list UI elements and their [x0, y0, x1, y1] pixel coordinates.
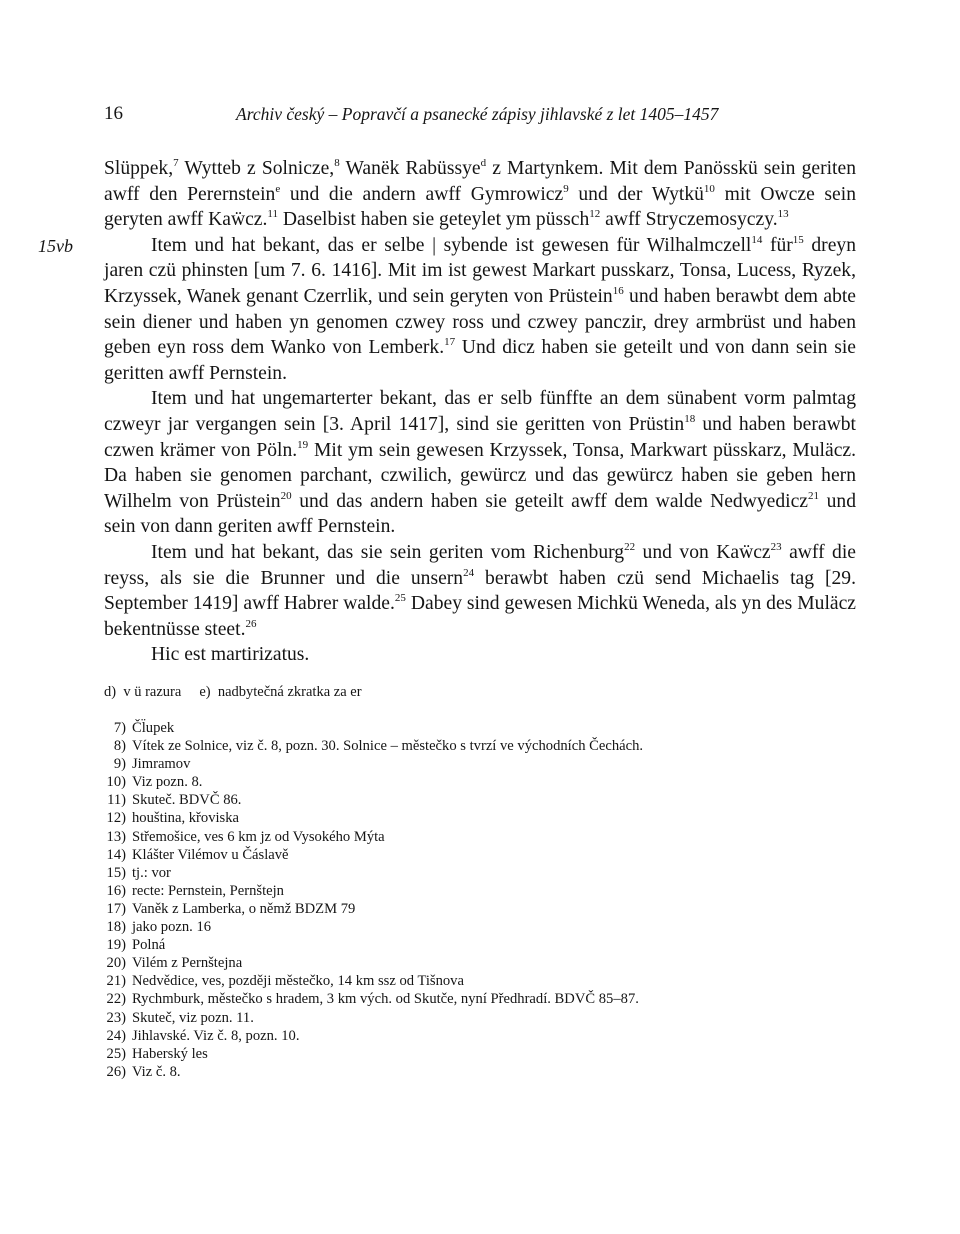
note-reference: 11 [267, 208, 278, 221]
footnote-number: 17) [106, 900, 126, 917]
note-reference: 23 [770, 540, 782, 553]
running-title: Archiv český – Popravčí a psanecké zápisy jihlavské z let 1405–1457 [236, 104, 719, 124]
text-run: und haben berawbt czwen krämer von Pöln. [104, 413, 856, 461]
text-run: Dabey sind gewesen Michkü Weneda, als yn des Muläcz bekentnüsse steet. [104, 593, 856, 640]
footnote-text: Polná [132, 937, 166, 954]
footnote [104, 1063, 864, 1081]
paragraph [104, 540, 856, 642]
footnote [104, 936, 864, 954]
footnote-number: 21) [106, 973, 126, 990]
footnote-text: Vaněk z Lamberka, o němž BDZM 79 [132, 900, 356, 917]
apparatus-note [104, 684, 181, 701]
text-run: z Martynkem. Mit dem Panösskü sein geriten awff den Perernstein [104, 158, 856, 205]
apparatus-note-key: e) [199, 684, 211, 700]
footnote [104, 882, 864, 900]
text-run: und der Wytkü [568, 183, 704, 205]
note-reference: 21 [808, 489, 819, 502]
note-reference: 17 [444, 336, 456, 349]
note-reference: 16 [612, 284, 624, 297]
main-text [104, 156, 856, 668]
note-reference: d [480, 157, 487, 169]
apparatus-note-key: d) [104, 684, 117, 700]
text-run: für [762, 234, 793, 256]
footnote-text: Viz č. 8. [132, 1063, 181, 1080]
footnote [104, 990, 864, 1008]
footnote-number: 26) [106, 1063, 126, 1080]
text-run: und haben berawbt dem abte sein diener und haben yn genomen czwey ross und czwey panczir, drey armbrüst und haben geben eyn ross dem Wanko von Lemberk. [104, 285, 857, 359]
note-reference: 19 [297, 438, 309, 451]
apparatus-note-text: nadbytečná zkratka za er [210, 684, 362, 700]
footnote [104, 1027, 864, 1045]
footnote [104, 918, 864, 936]
note-reference: 10 [703, 182, 715, 195]
footnote-text: Klášter Vilémov u Čáslavě [132, 846, 289, 863]
footnote-number: 14) [106, 846, 126, 863]
footnote-number: 24) [106, 1027, 126, 1044]
note-reference: 25 [394, 592, 406, 605]
text-run: Wanëk Rabüssye [339, 158, 481, 179]
footnote [104, 900, 864, 918]
paragraph [104, 386, 856, 540]
text-run: Item und hat bekant, das sie sein geriten vom Richenburg [151, 541, 625, 563]
note-reference: 24 [463, 566, 475, 579]
footnote-number: 18) [106, 919, 126, 936]
footnote-text: Nedvědice, ves, později městečko, 14 km ssz od Tišnova [132, 973, 464, 990]
text-run: Hic est martirizatus. [151, 644, 310, 666]
footnote-text: Skuteč. BDVČ 86. [132, 792, 242, 809]
footnote-number: 15) [106, 864, 126, 881]
footnote [104, 1009, 864, 1027]
text-run: Mit ym sein gewesen Krzyssek, Tonsa, Markwart püsskarz, Muläcz. Da haben sie genomen parchant, czwilich, gewürcz und das gewürcz haben sie geben hern Wilhelm von Prüstein [104, 439, 856, 512]
note-reference: 9 [563, 182, 569, 195]
note-reference: e [275, 182, 281, 195]
folio-margin-note: 15vb [38, 236, 73, 256]
paragraph [104, 642, 856, 668]
text-run: und das andern haben sie geteilt awff dem walde Nedwyedicz [291, 490, 808, 512]
note-reference: 20 [280, 489, 292, 502]
text-run: mit Owcze sein geryten awff Kaẅcz. [104, 183, 856, 231]
footnote [104, 864, 864, 882]
note-reference: 14 [751, 233, 763, 246]
footnote [104, 719, 864, 737]
note-reference: 26 [245, 617, 257, 630]
paragraph [104, 156, 856, 233]
paragraph [104, 233, 856, 387]
footnote [104, 828, 864, 846]
text-run: berawbt haben czü send Michaelis tag [29. September 1419] awff Habrer walde. [104, 567, 856, 615]
footnote [104, 809, 864, 827]
text-run: dreyn jaren czü phinsten [um 7. 6. 1416]. Mit im ist gewest Markart pusskarz, Tonsa, Lucess, Ryzek, Krzyssek, Wanek genant Czerrlik, und sein geryten von Prüstein [104, 234, 856, 307]
note-reference: 15 [792, 233, 804, 246]
text-run: Item und hat ungemarterter bekant, das er selb fünffte an dem sünabent vorm palmtag czweyr jar vergangen sein [3. April 1417], sind sie geritten von Prüstin [104, 388, 856, 435]
footnote [104, 755, 864, 773]
footnote-text: Skuteč, viz pozn. 11. [132, 1009, 254, 1026]
footnote-number: 12) [106, 810, 126, 827]
footnote-text: Střemošice, ves 6 km jz od Vysokého Mýta [132, 828, 385, 845]
footnote-text: Vilém z Pernštejna [132, 955, 243, 972]
footnote-number: 22) [106, 991, 126, 1008]
footnote [104, 737, 864, 755]
note-reference: 8 [334, 157, 340, 169]
footnote-number: 8) [113, 738, 126, 755]
footnote-text: Čl̈upek [132, 720, 175, 736]
footnote-number: 16) [106, 882, 126, 899]
footnote [104, 972, 864, 990]
text-run: und die andern awff Gymrowicz [280, 183, 564, 205]
note-reference: 22 [624, 540, 636, 553]
footnote-number: 25) [106, 1045, 126, 1062]
note-reference: 7 [173, 157, 179, 169]
text-run: awff Stryczemosyczy. [600, 209, 778, 231]
footnote-number: 23) [106, 1009, 126, 1026]
note-reference: 13 [777, 208, 789, 221]
text-run: Daselbist haben sie geteylet ym püssch [277, 209, 590, 231]
footnote [104, 791, 864, 809]
note-reference: 18 [684, 412, 696, 425]
text-run: und von Kaẅcz [635, 541, 771, 563]
footnote-number: 11) [107, 792, 126, 809]
critical-apparatus-notes [104, 684, 380, 701]
footnote-number: 7) [113, 720, 126, 736]
footnote [104, 1045, 864, 1063]
text-run: Item und hat bekant, das er selbe | sybende ist gewesen für Wilhalmczell [151, 234, 752, 256]
footnote-number: 10) [106, 774, 126, 791]
footnote [104, 846, 864, 864]
footnote-text: Haberský les [132, 1045, 208, 1062]
footnotes-list [104, 719, 864, 1081]
footnote [104, 773, 864, 791]
footnote-text: houština, křoviska [132, 810, 240, 827]
text-run: Und dicz haben sie geteilt und von dann sein sie geritten awff Pernstein. [104, 337, 856, 384]
footnote-text: Jihlavské. Viz č. 8, pozn. 10. [132, 1027, 300, 1044]
footnote-number: 19) [106, 937, 126, 954]
text-run: Wytteb z Solnicze, [178, 158, 335, 179]
footnote-text: jako pozn. 16 [132, 919, 212, 936]
footnote-number: 20) [106, 955, 126, 972]
footnote-text: Viz pozn. 8. [132, 774, 203, 791]
text-run: und sein von dann geriten awff Pernstein. [104, 490, 856, 538]
apparatus-note-text: v ü razura [116, 684, 182, 700]
text-run: awff die reyss, als sie die Brunner und die unsern [104, 541, 856, 589]
footnote-number: 13) [106, 828, 126, 845]
note-reference: 12 [589, 208, 601, 221]
footnote-text: Rychmburk, městečko s hradem, 3 km vých. od Skutče, nyní Předhradí. BDVČ 85–87. [132, 991, 639, 1008]
footnote-number: 9) [113, 756, 126, 773]
apparatus-note [199, 684, 361, 701]
page-number: 16 [104, 103, 123, 124]
footnote-text: tj.: vor [132, 864, 171, 881]
footnote [104, 954, 864, 972]
footnote-text: recte: Pernstein, Pernštejn [132, 882, 284, 899]
page-header [104, 103, 860, 129]
footnote-text: Vítek ze Solnice, viz č. 8, pozn. 30. Solnice – městečko s tvrzí ve východních Čechách. [132, 738, 644, 755]
text-run: Slüppek, [104, 158, 174, 179]
footnote-text: Jimramov [132, 756, 191, 773]
